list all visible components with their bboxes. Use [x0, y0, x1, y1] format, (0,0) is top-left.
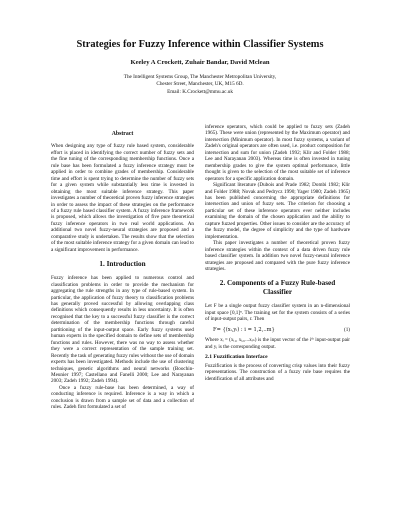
affiliation-block	[0, 74, 400, 96]
affiliation-line: The Intelligent Systems Group, The Manchester Metropolitan University,	[123, 74, 277, 80]
intro-paragraph: Once a fuzzy rule-base has been determined, a way of conducting inference is required. Inference is a way in which a conclusion is drawn from a sample set of data and a collection of rules. Zadeh first formulated a set of	[51, 384, 194, 411]
section-2-paragraph: Where xᵢ = (xᵢ₁, xᵢ₂,...xᵢₙ) is the input vector of the iᵗʰ input-output pair and yᵢ is the corresponding output.	[205, 337, 350, 350]
paper-title: Strategies for Fuzzy Inference within Classifier Systems	[76, 39, 324, 50]
right-column	[205, 124, 350, 382]
author-email: Email: K.Crockett@mmu.ac.uk	[167, 88, 233, 95]
body-paragraph: inference operators, which could be applied to fuzzy sets (Zadeh 1965). These were union (represented by the Maximum operator) and intersection (Minimum operator). In most fuzzy systems, a variant of Zadeh's original operators are often used, i.e. product composition for intersection and sum for union (Zadeh 1992; Klir and Folder 1988; Lee and Narayanan 2003). Whereas time is often invested in tuning membership grades to give the system optimal performance, little thought is given to the selection of the most suitable set of inference operators for a specific application domain.	[205, 124, 350, 182]
abstract-text: When designing any type of fuzzy rule based system, considerable effort is placed in identifying the correct number of fuzzy sets and the fine tuning of the corresponding membership functions. Once a rule base has been formulated a fuzzy inference strategy must be applied in order to combine grades of membership. Considerable time and effort is spent trying to determine the number of fuzzy sets for a given system while substantially less time is invested in obtaining the most suitable inference strategy. This paper investigates a number of theoretical proven fuzzy inference strategies in order to assess the impact of these strategies on the performance of a fuzzy rule based classifier system. A fuzzy inference framework is proposed, which allows the investigation of five pure theoretical fuzzy inference operators in two real world applications. An additional two novel fuzzy-neural strategies are proposed and a comparative study is undertaken. The results show that the selection of the most suitable inference strategy for a given domain can lead to a significant improvement in performance.	[51, 143, 194, 253]
introduction-heading: 1. Introduction	[99, 260, 146, 269]
left-column	[51, 131, 194, 411]
body-paragraph: This paper investigates a number of theoretical proven fuzzy inference strategies within the context of a data driven fuzzy rule based classifier system. In addition two novel fuzzy-neural inference strategies are proposed and compared with the pure fuzzy inference strategies.	[205, 240, 350, 272]
paper-authors: Keeley A Crockett, Zuhair Bandar, David Mclean	[130, 59, 270, 66]
section-2-heading: 2. Components of a Fuzzy Rule-based Classifier	[219, 279, 336, 297]
abstract-heading: Abstract	[111, 131, 134, 137]
equation-body: F= {(xᵢ,yᵢ) : i = 1,2,..m}	[213, 326, 275, 333]
section-2-paragraph: Let F be a single output fuzzy classifier system in an n-dimensional input space [0,1]ⁿ. The training set for the system consists of a series of input-output pairs, r. Then	[205, 303, 350, 323]
equation-number: (1)	[344, 326, 350, 333]
body-paragraph: Significant literature (Dubois and Prade 1982; Dombi 1982; Klir and Folder 1988; Novak and Pedrycz 1990; Yager 1980; Zadeh 1965) has been published concerning the appropriate definitions for intersection and union of fuzzy sets. The criterion for choosing a particular set of these inference operators ever neither includes examining the domain of the chosen application and the ability to capture fuzzed properties. Other issues to consider are the accuracy of the fuzzy model, the degree of simplicity and the type of hardware implementation.	[205, 182, 350, 240]
subsection-2-1-heading: 2.1 Fuzzification Interface	[205, 354, 268, 361]
intro-paragraph: Fuzzy inference has been applied to numerous control and classification problems in order to provide the mechanism for aggregating the rule strengths in any type of rule-based system. In particular, the application of fuzzy theory to classification problems has generally proved successful by allowing overlapping class definitions which consequently results in less uncertainty. It is often recognised that the key to a successful fuzzy classifier is the correct determination of the membership functions through careful partitioning of the input-output space. Early fuzzy systems used human experts in the specified domain to define sets of membership functions and rules. However, there was no way to assess whether they were a correct representation of the sample training set. Recently the task of generating fuzzy rules without the use of domain experts has been investigated. Methods include the use of clustering techniques, genetic algorithms and neural networks (Boochin-Meunier 1997; Castellano and Fanelli 2000; Lee and Narayanan 2003; Zadeh 1992; Zadeh 1994).	[51, 275, 194, 385]
affiliation-line: Chester Street, Manchester, UK, M15 6D.	[156, 81, 244, 88]
equation-1	[213, 327, 350, 333]
subsection-2-1-paragraph: Fuzzification is the process of converting crisp values into their fuzzy representations. The construction of a fuzzy rule base requires the identification of all attributes and	[205, 362, 350, 382]
